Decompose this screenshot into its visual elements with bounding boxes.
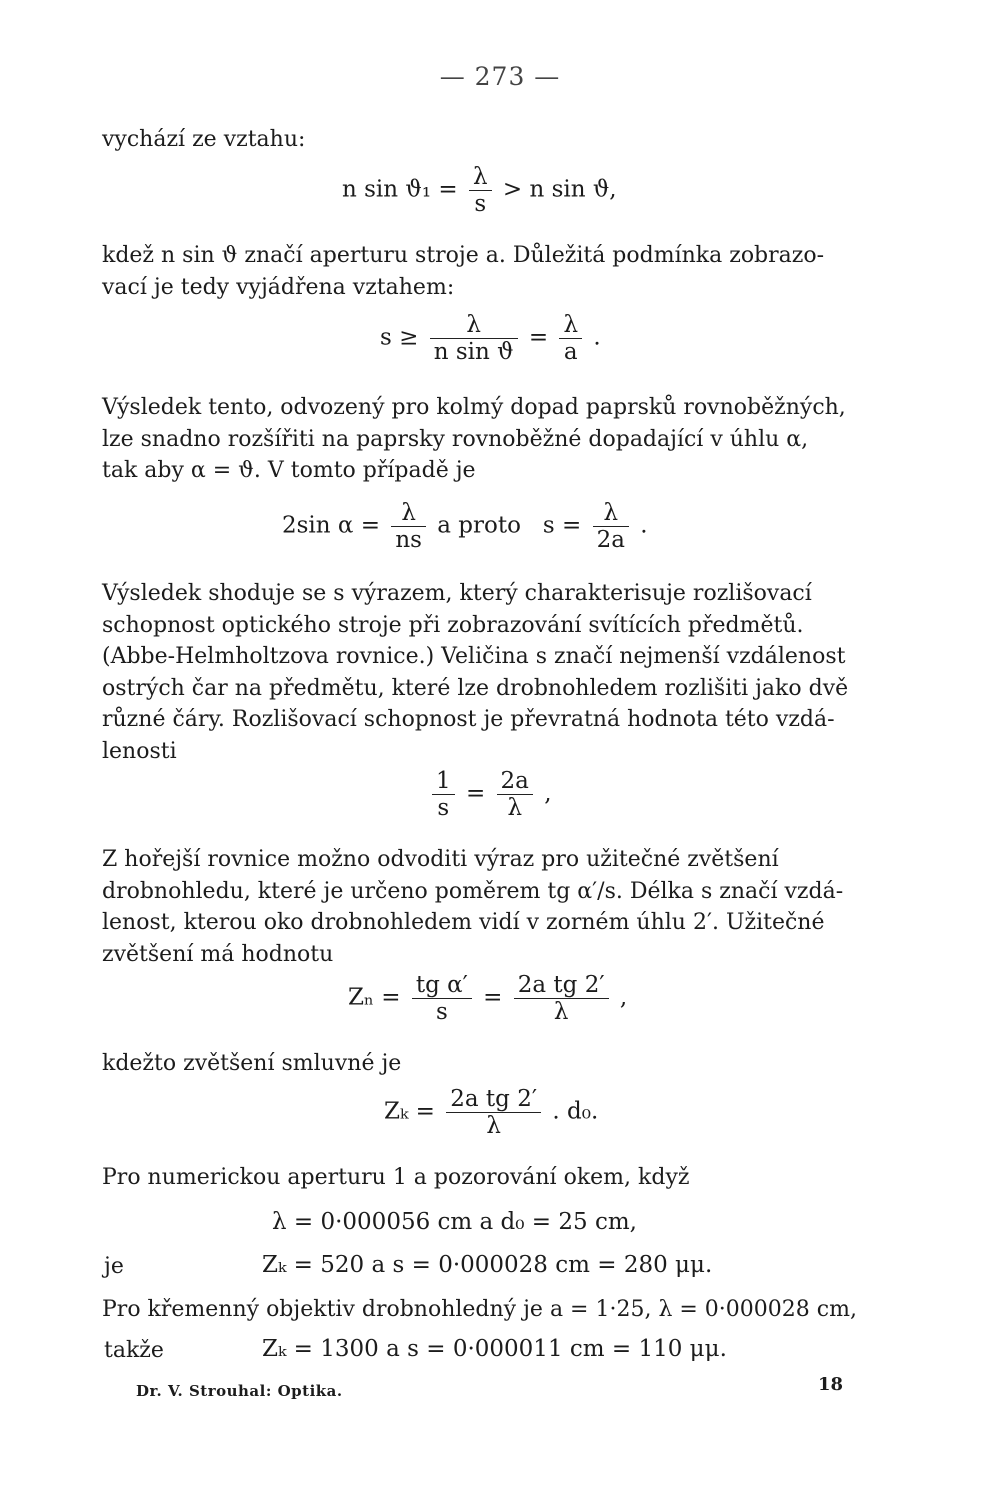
paragraph-conventional [102,1048,880,1080]
fraction [593,500,629,553]
numerator: 2a tg 2′ [446,1086,541,1113]
label-takze: takže [104,1338,164,1363]
fraction [497,768,533,821]
text-line: zvětšení má hodnotu [102,941,334,967]
denominator: n sin ϑ [433,339,514,365]
paragraph-quartz [102,1294,892,1326]
eq-right: . [593,324,601,351]
denominator: ns [395,527,422,553]
text-line: různé čáry. Rozlišovací schopnost je převratná hodnota této vzdá- [102,707,835,732]
eq-right: > n sin ϑ, [502,176,617,203]
text-line: vychází ze vztahu: [102,127,306,152]
eq-left: s ≥ [380,324,419,351]
label-je: je [104,1254,124,1279]
denominator: 2a [596,527,625,553]
denominator: s [437,795,450,821]
paragraph-result [102,392,880,487]
text-line: kdežto zvětšení smluvné je [102,1051,402,1076]
numerator: 2a tg 2′ [514,972,609,999]
fraction [559,312,582,365]
paragraph-resolution [102,578,880,767]
eq-left: Zₙ = [348,984,401,1011]
paragraph-numeric [102,1162,880,1194]
footer-author: Dr. V. Strouhal: Optika. [136,1382,343,1400]
equation-7: λ = 0·000056 cm a d₀ = 25 cm, [272,1209,637,1235]
eq-left: 2sin α = [282,512,381,539]
eq-mid: = [528,324,549,351]
denominator: s [474,191,487,217]
eq-right: . d₀. [552,1098,599,1125]
text-line: Z hořejší rovnice možno odvoditi výraz pro užitečné zvětšení [102,847,779,872]
numerator: λ [559,312,582,339]
equation-3 [282,500,648,553]
footer-signature-number: 18 [818,1374,844,1395]
numerator: λ [593,500,629,527]
text-line: Výsledek shoduje se s výrazem, který charakterisuje rozlišovací [102,581,812,606]
denominator: λ [507,795,523,821]
fraction [391,500,426,553]
text-line: lenosti [102,738,177,764]
eq-mid: = [483,984,503,1011]
text-line: drobnohledu, které je určeno poměrem tg α′/s. Délka s značí vzdá- [102,878,844,904]
denominator: λ [486,1113,501,1139]
text-line: Pro křemenný objektiv drobnohledný je a = 1·25, λ = 0·000028 cm, [102,1297,857,1322]
fraction [412,972,472,1025]
denominator: λ [553,999,569,1025]
fraction [432,768,455,821]
fraction [514,972,609,1025]
text-line: vací je tedy vyjádřena vztahem: [102,274,455,300]
text-line: schopnost optického stroje při zobrazování svítících předmětů. [102,612,804,638]
paragraph-intro [102,124,880,156]
denominator: s [435,999,448,1025]
eq-mid: a proto s = [437,512,582,539]
page-number: — 273 — [439,62,561,91]
numerator: λ [430,312,518,339]
text-line: Pro numerickou aperturu 1 a pozorování okem, když [102,1165,690,1190]
equation-1 [342,164,617,217]
eq-left: Zₖ = [384,1098,435,1125]
text-line: lze snadno rozšířiti na paprsky rovnoběžné dopadající v úhlu α, [102,426,809,452]
paragraph-aperture [102,240,880,303]
eq-left: n sin ϑ₁ = [342,176,458,203]
equation-8: Zₖ = 520 a s = 0·000028 cm = 280 μμ. [262,1252,713,1278]
text-line: (Abbe-Helmholtzova rovnice.) Veličina s značí nejmenší vzdálenost [102,644,846,669]
denominator: a [563,339,578,365]
text-line: kdež n sin ϑ značí aperturu stroje a. Důležitá podmínka zobrazo- [102,243,825,268]
text-line: lenost, kterou oko drobnohledem vidí v zorném úhlu 2′. Užitečné [102,910,825,935]
equation-6 [384,1086,598,1139]
fraction [446,1086,541,1139]
paragraph-magnification [102,844,880,970]
numerator: λ [391,500,426,527]
equation-5 [348,972,627,1025]
numerator: 2a [497,768,533,795]
fraction [430,312,518,365]
equation-2 [380,312,601,365]
text-line: Výsledek tento, odvozený pro kolmý dopad paprsků rovnoběžných, [102,395,846,420]
eq-right: , [544,780,552,807]
text-line: ostrých čar na předmětu, které lze drobnohledem rozlišiti jako dvě [102,675,849,701]
numerator: tg α′ [412,972,472,999]
eq-right: . [640,512,648,539]
equation-4 [428,768,552,821]
eq-mid: = [465,780,486,807]
numerator: λ [469,164,492,191]
equation-9: Zₖ = 1300 a s = 0·000011 cm = 110 μμ. [262,1336,727,1362]
eq-right: , [619,984,628,1011]
numerator: 1 [432,768,455,795]
fraction [469,164,492,217]
text-line: tak aby α = ϑ. V tomto případě je [102,458,476,483]
